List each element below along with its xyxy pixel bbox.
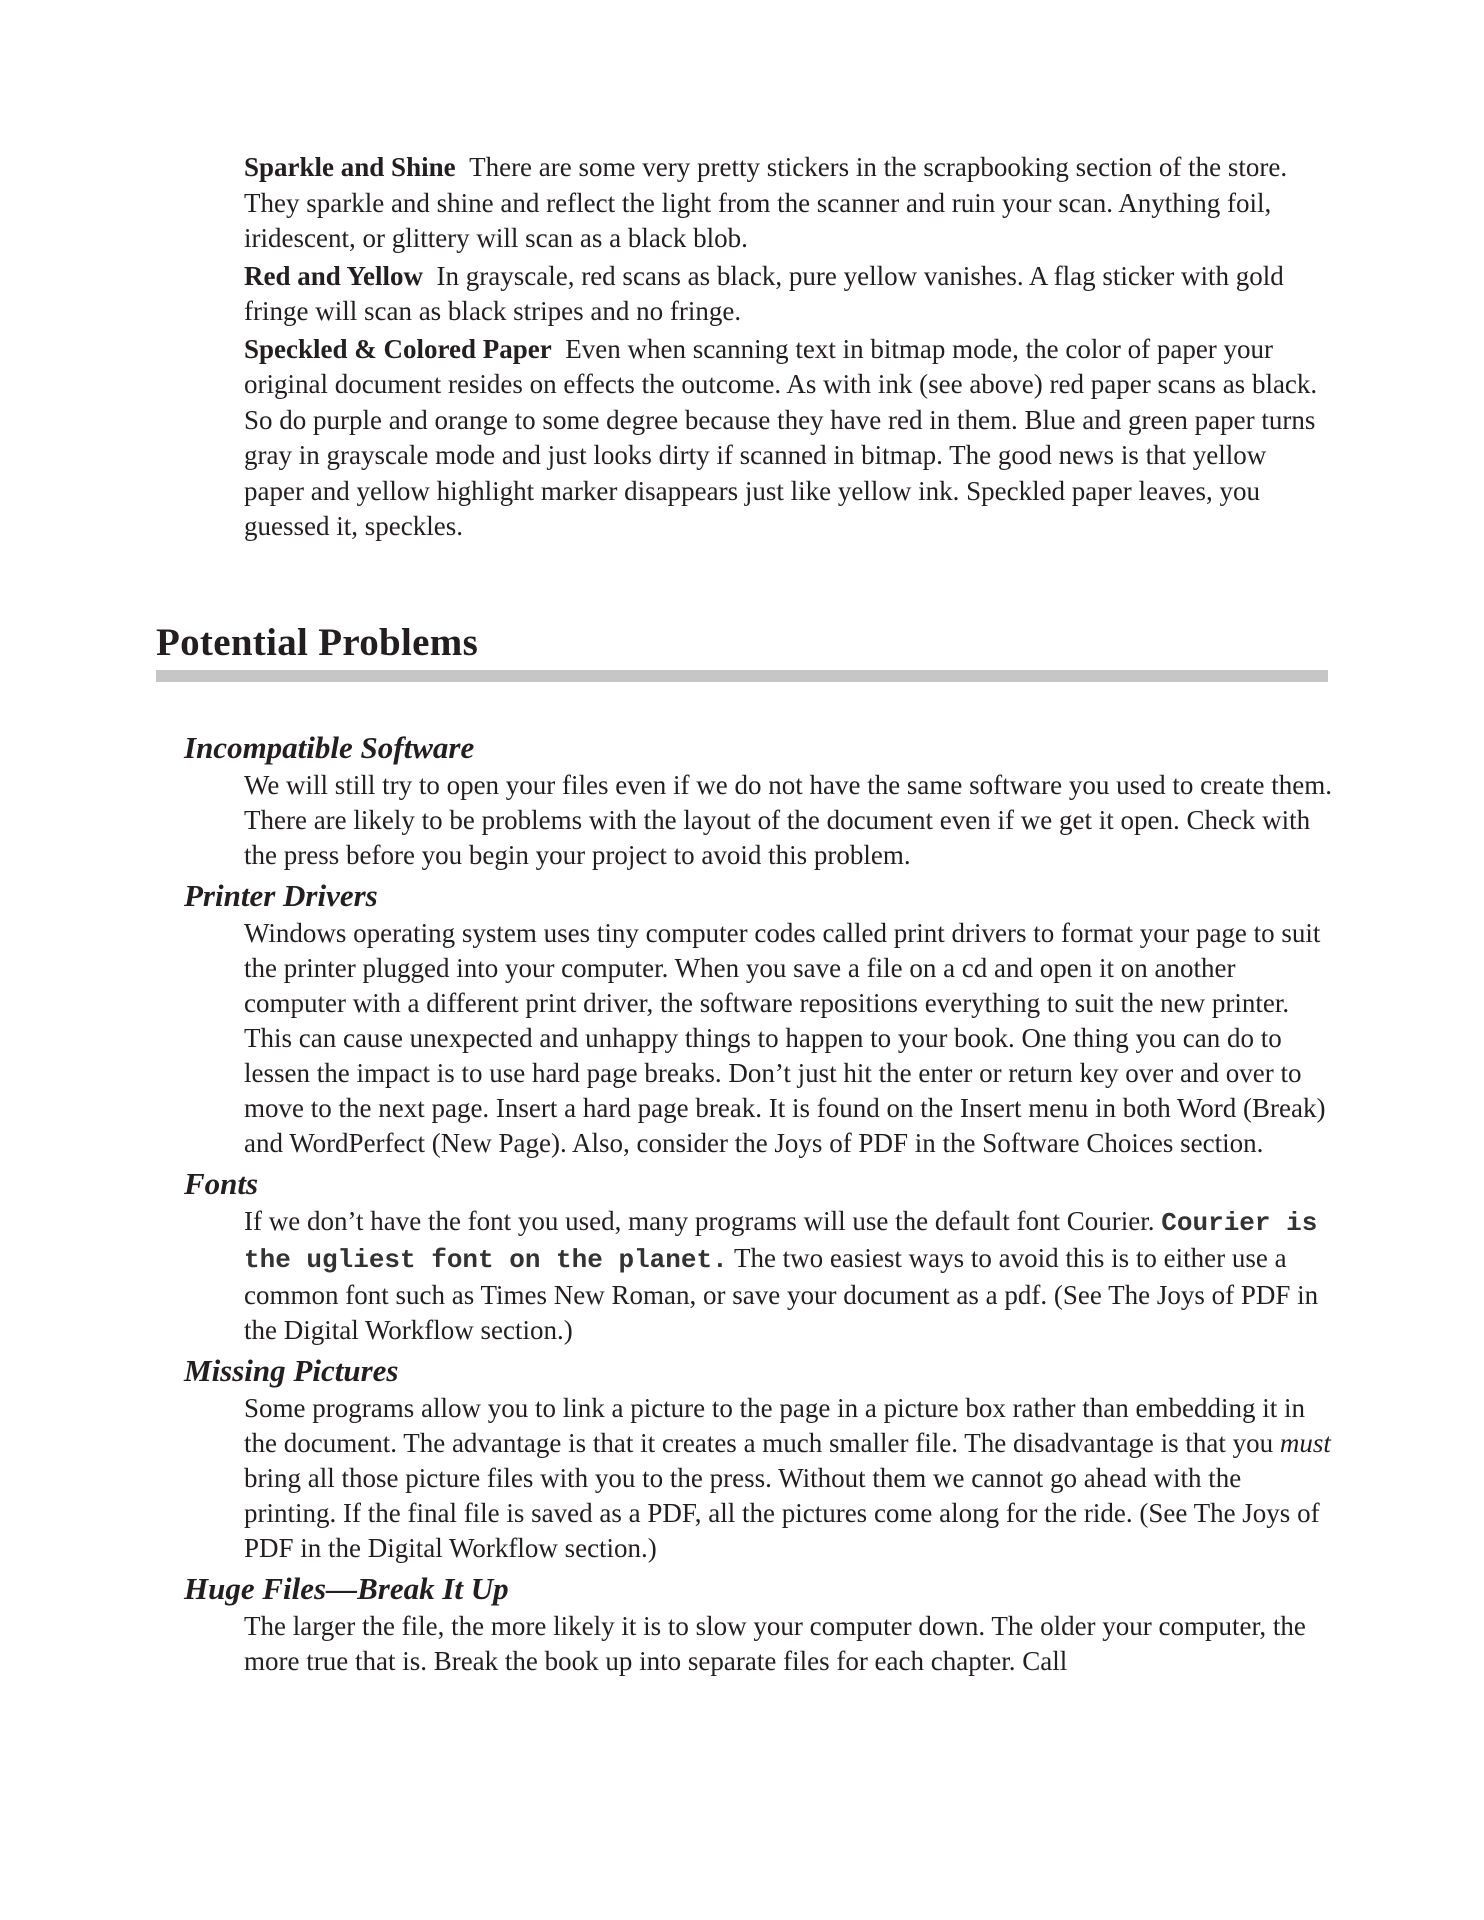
problem-body <box>244 1391 1334 1566</box>
paragraph-lead: Red and Yellow <box>244 260 424 291</box>
courier-sample-text: Courier is the ugliest font on the planet. <box>244 1208 1318 1275</box>
paragraph-text: Even when scanning text in bitmap mode, the color of paper your original document resides on effects the outcome. As with ink (see above) red paper scans as black. So do purple and orange to some degree because they have red in them. Blue and green paper turns gray in grayscale mode and just looks dirty if scanned in bitmap. The good news is that yellow paper and yellow highlight marker disappears just like yellow ink. Speckled paper leaves, you guessed it, speckles. <box>244 333 1318 541</box>
problem-body: Windows operating system uses tiny computer codes called print drivers to format your page to suit the printer plugged into your computer. When you save a file on a cd and open it on another computer with a different print driver, the software repositions everything to suit the new printer. This can cause unexpected and unhappy things to happen to your book. One thing you can do to lessen the impact is to use hard page breaks. Don’t just hit the enter or return key over and over to move to the next page. Insert a hard page break. It is found on the Insert menu in both Word (Break) and WordPerfect (New Page). Also, consider the Joys of PDF in the Software Choices section. <box>244 918 1326 1158</box>
paragraph-speckled-paper <box>244 332 1324 545</box>
problem-missing-pictures <box>184 1351 1334 1566</box>
problem-body: We will still try to open your files even if we do not have the same software you used to create them. There are likely to be problems with the layout of the document even if we get it open. Check with the press before you begin your project to avoid this problem. <box>244 770 1333 870</box>
emphasis-text: must <box>1279 1428 1331 1458</box>
problem-huge-files <box>184 1569 1334 1679</box>
section-rule <box>156 670 1328 682</box>
problem-heading: Incompatible Software <box>184 730 475 765</box>
paragraph-red-yellow <box>244 259 1324 330</box>
problem-heading: Printer Drivers <box>184 878 378 913</box>
paragraph-lead: Speckled & Colored Paper <box>244 333 552 364</box>
paragraph-text: There are some very pretty stickers in the scrapbooking section of the store. They sparkle and shine and reflect the light from the scanner and ruin your scan. Anything foil, iridescent, or glittery will scan as a black blob. <box>244 152 1288 253</box>
problem-heading: Fonts <box>184 1166 259 1201</box>
body-text: If we don’t have the font you used, many programs will use the default font Courier. <box>244 1206 1155 1236</box>
body-text: Some programs allow you to link a picture to the page in a picture box rather than embedding it in the document. The advantage is that it creates a much smaller file. The disadvantage is that you <box>244 1393 1305 1458</box>
paragraph-text: In grayscale, red scans as black, pure yellow vanishes. A flag sticker with gold fringe will scan as black stripes and no fringe. <box>244 260 1284 326</box>
problem-body: The larger the file, the more likely it is to slow your computer down. The older your computer, the more true that is. Break the book up into separate files for each chapter. Call <box>244 1611 1306 1676</box>
problems-list <box>184 728 1334 1682</box>
body-text: The two easiest ways to avoid this is to either use a common font such as Times New Roman, or save your document as a pdf. (See The Joys of PDF in the Digital Workflow section.) <box>244 1243 1319 1345</box>
body-text: bring all those picture files with you to the press. Without them we cannot go ahead with the printing. If the final file is saved as a PDF, all the pictures come along for the ride. (See The Joys of PDF in the Digital Workflow section.) <box>244 1463 1320 1563</box>
problem-body <box>244 1204 1334 1348</box>
problem-printer-drivers <box>184 876 1334 1161</box>
problem-heading: Missing Pictures <box>184 1353 399 1388</box>
section-title: Potential Problems <box>156 621 479 664</box>
paragraph-lead: Sparkle and Shine <box>244 152 456 182</box>
problem-heading: Huge Files—Break It Up <box>184 1571 509 1606</box>
paragraph-sparkle-shine <box>244 150 1324 257</box>
problem-incompatible-software <box>184 728 1334 873</box>
problem-fonts <box>184 1164 1334 1348</box>
intro-paragraphs <box>244 150 1324 547</box>
